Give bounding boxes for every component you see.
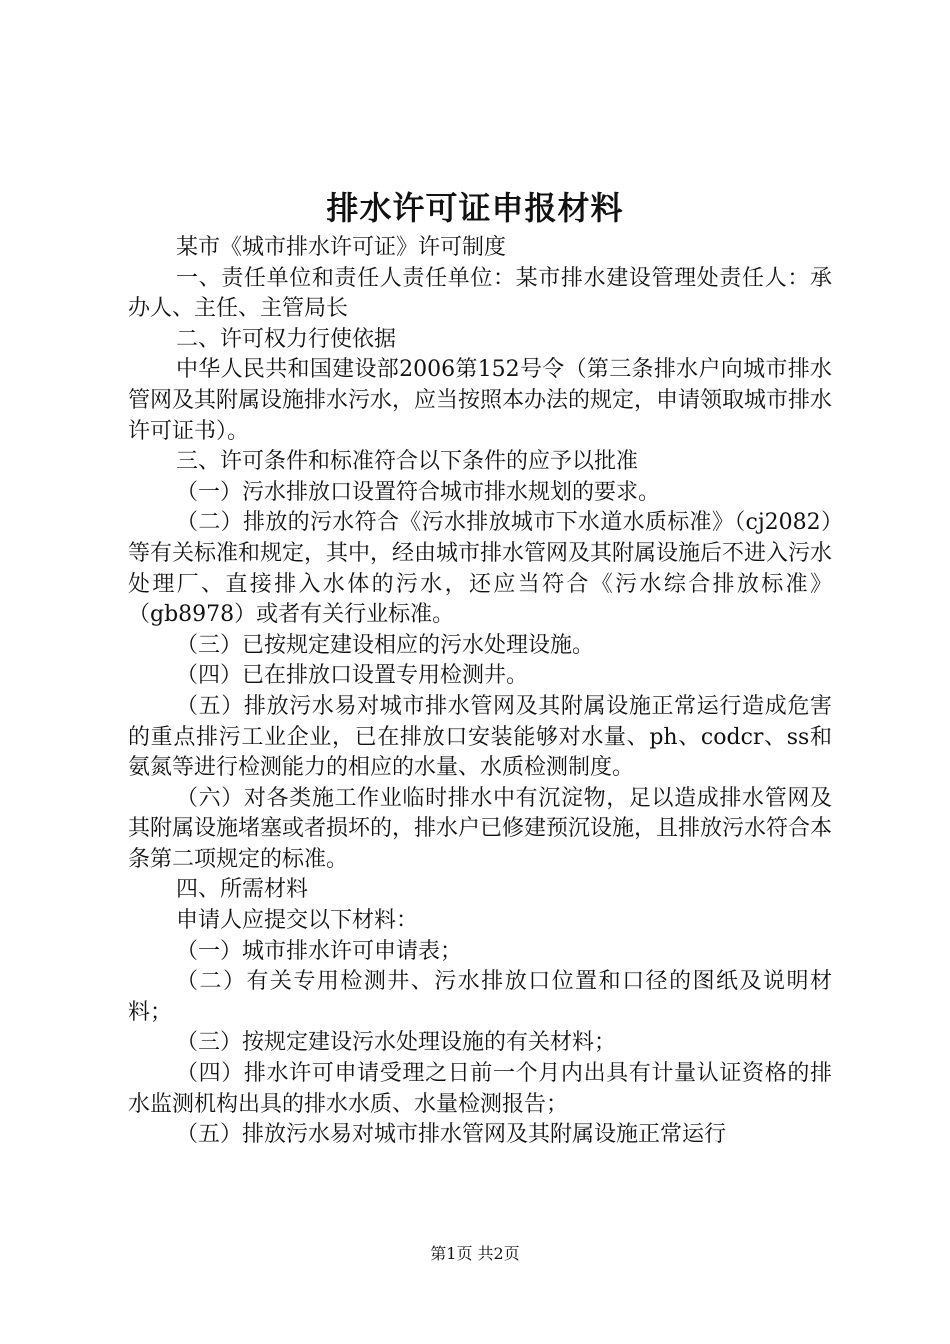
paragraph-condition-1: （一）污水排放口设置符合城市排水规划的要求。: [176, 479, 661, 505]
page-footer: 第1页 共2页: [430, 1244, 520, 1263]
paragraph-material-3: （三）按规定建设污水处理设施的有关材料；: [176, 1030, 617, 1056]
paragraph-condition-5: （五）排放污水易对城市排水管网及其附属设施正常运行造成危害的重点排污工业企业，已在排放口安装能够对水量、ph、codcr、ss和氨氮等进行检测能力的相应的水量、水质检测制度。: [128, 693, 832, 781]
paragraph-condition-2: （二）排放的污水符合《污水排放城市下水道水质标准》（cj2082）等有关标准和规定，其中，经由城市排水管网及其附属设施后不进入污水处理厂、直接排入水体的污水，还应当符合《污水综合排放标准》（gb8978）或者有关行业标准。: [128, 510, 833, 628]
paragraph-basis: 中华人民共和国建设部2006第152号令（第三条排水户向城市排水管网及其附属设施排水污水，应当按照本办法的规定，申请领取城市排水许可证书）。: [128, 357, 833, 444]
paragraph-heading: 某市《城市排水许可证》许可制度: [176, 235, 507, 260]
document-body: [128, 233, 832, 1151]
paragraph-material-2: （二）有关专用检测井、污水排放口位置和口径的图纸及说明材料；: [128, 969, 832, 1025]
document-title: 排水许可证申报材料: [326, 189, 624, 227]
paragraph-conditions-heading: 三、许可条件和标准符合以下条件的应予以批准: [176, 449, 639, 475]
paragraph-condition-4: （四）已在排放口设置专用检测井。: [176, 663, 529, 689]
paragraph-material-4: （四）排水许可申请受理之日前一个月内出具有计量认证资格的排水监测机构出具的排水水质、水量检测报告；: [128, 1061, 832, 1117]
paragraph-condition-3: （三）已按规定建设相应的污水处理设施。: [176, 632, 595, 658]
paragraph-materials-intro: 申请人应提交以下材料：: [176, 908, 419, 934]
paragraph-responsibility: 一、责任单位和责任人责任单位：某市排水建设管理处责任人：承办人、主任、主管局长: [128, 265, 832, 322]
paragraph-material-5: （五）排放污水易对城市排水管网及其附属设施正常运行: [176, 1122, 727, 1148]
paragraph-basis-heading: 二、许可权力行使依据: [176, 326, 397, 352]
paragraph-material-1: （一）城市排水许可申请表；: [176, 938, 463, 964]
paragraph-condition-6: （六）对各类施工作业临时排水中有沉淀物，足以造成排水管网及其附属设施堵塞或者损坏的，排水户已修建预沉设施，且排放污水符合本条第二项规定的标准。: [128, 785, 833, 872]
paragraph-materials-heading: 四、所需材料: [176, 877, 309, 903]
